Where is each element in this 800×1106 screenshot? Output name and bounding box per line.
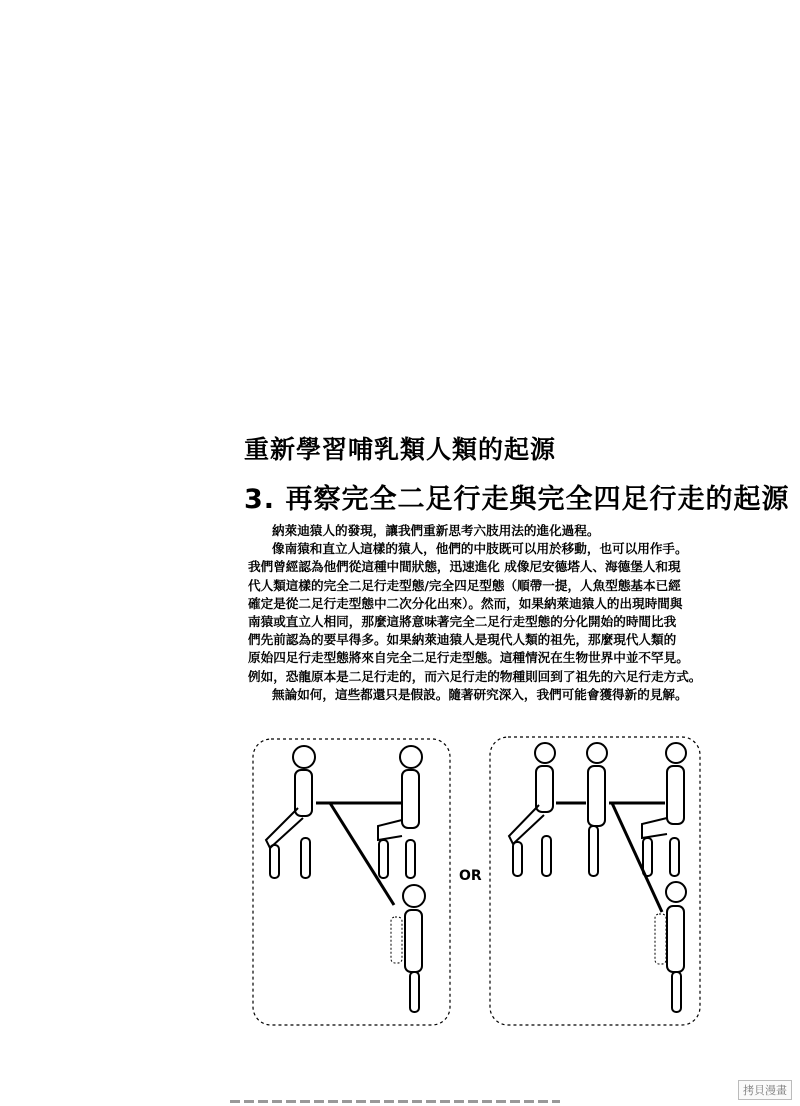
body-line: 們先前認為的要早得多。如果納萊迪猿人是現代人類的祖先，那麼現代人類的: [248, 632, 677, 648]
right-panel-frame: [490, 737, 700, 1025]
right-biped-figure: [642, 743, 686, 876]
right-hexapod-figure: [655, 882, 686, 1012]
body-line: 我們曾經認為他們從這種中間狀態，迅速進化 成像尼安德塔人、海德堡人和現: [248, 559, 681, 575]
right-intermediate-figure: [587, 743, 607, 876]
body-line: 無論如何，這些都還只是假設。隨著研究深入，我們可能會獲得新的見解。: [272, 686, 688, 702]
right-branch-lines: [556, 803, 665, 912]
left-panel-frame: [253, 739, 450, 1025]
left-hexapod-figure: [391, 885, 425, 1012]
body-line: 南猿或直立人相同，那麼這將意味著完全二足行走型態的分化開始的時間比我: [248, 614, 677, 630]
body-line: 代人類這樣的完全二足行走型態/完全四足型態（順帶一提，人魚型態基本已經: [248, 577, 681, 593]
body-line: 像南猿和直立人這樣的猿人，他們的中肢既可以用於移動，也可以用作手。: [272, 541, 688, 557]
heading-line-2: 3. 再察完全二足行走與完全四足行走的起源: [244, 484, 790, 515]
left-biped-figure: [378, 746, 422, 878]
or-label: OR: [459, 868, 482, 884]
cropped-footer-text: [230, 1100, 560, 1103]
body-line: 確定是從二足行走型態中二次分化出來）。然而，如果納萊迪猿人的出現時間與: [248, 595, 683, 611]
left-quadruped-figure: [266, 746, 315, 878]
body-line: 原始四足行走型態將來自完全二足行走型態。這種情況在生物世界中並不罕見。: [248, 650, 689, 666]
right-quadruped-figure: [509, 743, 555, 876]
body-line: 納萊迪猿人的發現，讓我們重新思考六肢用法的進化過程。: [272, 523, 600, 538]
watermark-logo: 拷貝漫畫: [738, 1080, 792, 1100]
heading-line-1: 重新學習哺乳類人類的起源: [244, 435, 557, 464]
left-branch-lines: [316, 803, 403, 905]
body-line: 例如，恐龍原本是二足行走的，而六足行走的物種則回到了祖先的六足行走方式。: [248, 668, 702, 684]
